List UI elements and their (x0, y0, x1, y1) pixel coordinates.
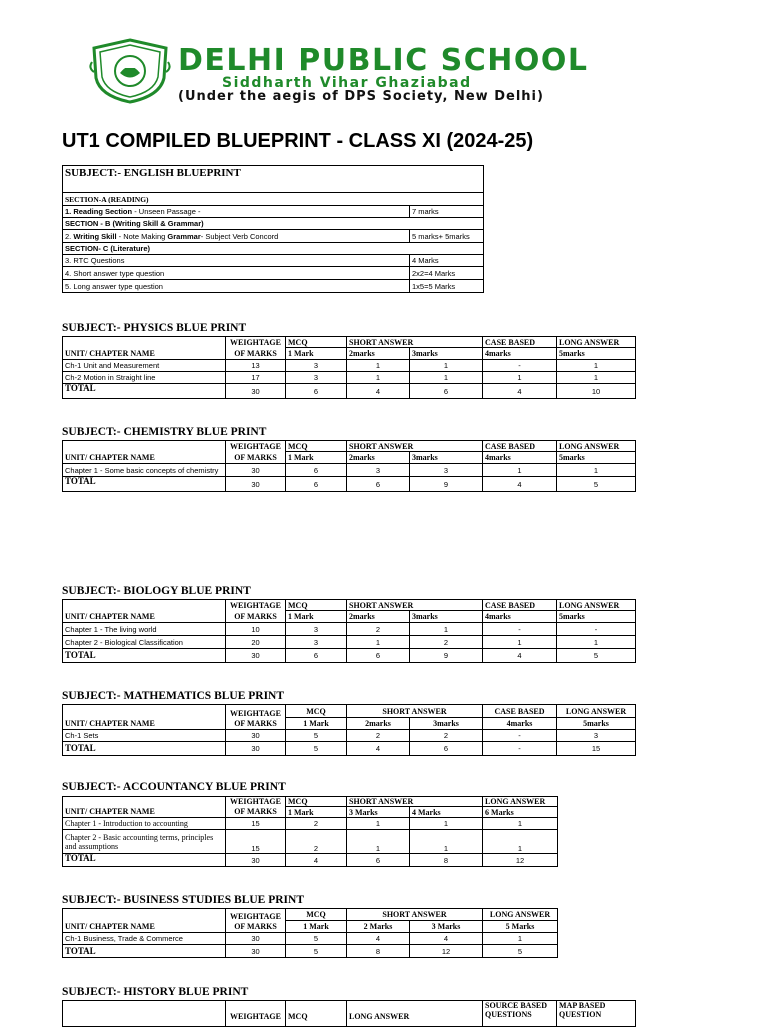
chemistry-heading: SUBJECT:- CHEMISTRY BLUE PRINT (62, 426, 267, 438)
table-row (63, 372, 636, 384)
unit-header: UNIT/ CHAPTER NAME (63, 348, 226, 360)
unit-header-top (63, 1001, 226, 1027)
grammar-desc: - Subject Verb Concord (200, 231, 279, 241)
total-mcq: 6 (286, 384, 347, 399)
total-weightage: 30 (226, 649, 286, 663)
total-mcq: 5 (286, 945, 347, 958)
total-short-3: 9 (410, 477, 483, 492)
history-blueprint-table (62, 1000, 636, 1027)
mcq-sub: 1 Mark (286, 452, 347, 464)
weightage-header: WEIGHTAGE (226, 337, 286, 348)
section-b-label: SECTION - B (Writing Skill & Grammar) (63, 218, 484, 230)
unit-header-top (63, 705, 226, 718)
unit-header: UNIT/ CHAPTER NAME (63, 921, 226, 933)
accountancy-heading: SUBJECT:- ACCOUNTANCY BLUE PRINT (62, 781, 286, 793)
chapter-name: Chapter 1 - Introduction to accounting (63, 818, 226, 830)
map-based-header (557, 1001, 636, 1027)
chapter-name: Chapter 1 - The living world (63, 623, 226, 636)
case-cell: 1 (483, 372, 557, 384)
page-title: UT1 COMPILED BLUEPRINT - CLASS XI (2024-25) (62, 130, 534, 152)
unit-header-top (63, 909, 226, 921)
short-sub-1: 2marks (347, 718, 410, 730)
case-sub: 4marks (483, 718, 557, 730)
total-weightage: 30 (226, 477, 286, 492)
accountancy-blueprint-table (62, 796, 558, 867)
total-weightage: 30 (226, 742, 286, 756)
long-sub: 5 Marks (483, 921, 558, 933)
short-sub-2: 3marks (410, 611, 483, 623)
writing-marks: 5 marks+ 5marks (410, 230, 484, 243)
total-row (63, 384, 636, 399)
rtc-row: 3. RTC Questions (63, 255, 410, 267)
school-location: Siddharth Vihar Ghaziabad (222, 75, 472, 91)
short-answer-header: SHORT ANSWER (347, 600, 483, 611)
table-row (63, 933, 558, 945)
total-mcq: 6 (286, 477, 347, 492)
mcq-cell: 2 (286, 830, 347, 854)
chapter-name: Ch-2 Motion in Straight line (63, 372, 226, 384)
long-cell: 3 (557, 730, 636, 742)
short-sub-2: 3marks (410, 348, 483, 360)
spacer-row (63, 182, 484, 193)
short-2-cell: 4 (347, 933, 410, 945)
weightage-header-2: OF MARKS (226, 807, 286, 818)
long-answer-header: LONG ANSWER (483, 909, 558, 921)
english-blueprint-table (62, 165, 484, 293)
short-answer-header: SHORT ANSWER (347, 337, 483, 348)
long-answer-header: LONG ANSWER (557, 441, 636, 452)
weightage-header: WEIGHTAGE (226, 441, 286, 452)
short-2-cell: 1 (347, 372, 410, 384)
reading-label: 1. Reading Section (65, 207, 133, 216)
total-short-3: 9 (410, 649, 483, 663)
total-weightage: 30 (226, 854, 286, 867)
weightage-header: WEIGHTAGE (226, 705, 286, 718)
long-sub: 5marks (557, 718, 636, 730)
reading-marks: 7 marks (410, 206, 484, 218)
section-a-label: SECTION-A (READING) (63, 193, 484, 206)
chapter-name: Chapter 1 - Some basic concepts of chemistry (63, 464, 226, 477)
short-sub-2: 3marks (410, 718, 483, 730)
table-row (63, 623, 636, 636)
long-answer-header: LONG ANSWER (557, 337, 636, 348)
case-cell: - (483, 623, 557, 636)
weightage-cell: 30 (226, 933, 286, 945)
total-label: TOTAL (63, 384, 226, 399)
physics-heading: SUBJECT:- PHYSICS BLUE PRINT (62, 322, 247, 334)
weightage-header: WEIGHTAGE (226, 909, 286, 921)
table-row (63, 818, 558, 830)
case-cell: 1 (483, 464, 557, 477)
source-based-line-1: SOURCE BASED (485, 1001, 548, 1010)
total-short-3: 6 (410, 742, 483, 756)
long-cell: 1 (557, 372, 636, 384)
weightage-cell: 20 (226, 636, 286, 649)
writing-num: 2. (65, 231, 74, 241)
weightage-cell: 13 (226, 360, 286, 372)
mcq-cell: 5 (286, 933, 347, 945)
short-sub-2: 4 Marks (410, 807, 483, 818)
mcq-header: MCQ (286, 441, 347, 452)
long-answer-header: LONG ANSWER (557, 705, 636, 718)
weightage-cell: 15 (226, 818, 286, 830)
case-sub: 4marks (483, 611, 557, 623)
short-sub-1: 2marks (347, 611, 410, 623)
long-answer-header: LONG ANSWER (347, 1001, 483, 1027)
total-row (63, 945, 558, 958)
short-2-cell: 2 (347, 623, 410, 636)
short-2-cell: 2 (347, 730, 410, 742)
long-sub: 5marks (557, 452, 636, 464)
case-sub: 4marks (483, 348, 557, 360)
long-cell: 1 (483, 830, 558, 854)
total-mcq: 6 (286, 649, 347, 663)
long-sub: 6 Marks (483, 807, 558, 818)
short-3-cell: 1 (347, 818, 410, 830)
short-answer-row: 4. Short answer type question (63, 267, 410, 280)
long-sub: 5marks (557, 348, 636, 360)
writing-label: Writing Skill (73, 231, 117, 241)
long-sub: 5marks (557, 611, 636, 623)
mcq-cell: 3 (286, 360, 347, 372)
total-short-2: 6 (347, 477, 410, 492)
short-3-cell: 1 (347, 830, 410, 854)
case-based-header: CASE BASED (483, 337, 557, 348)
source-based-line-2: QUESTIONS (485, 1010, 532, 1019)
short-answer-header: SHORT ANSWER (347, 797, 483, 807)
chapter-name-line-2: and assumptions (65, 841, 119, 851)
weightage-header-2: OF MARKS (226, 452, 286, 464)
total-case: - (483, 742, 557, 756)
weightage-header-2: OF MARKS (226, 921, 286, 933)
total-label: TOTAL (63, 649, 226, 663)
chapter-name: Ch-1 Unit and Measurement (63, 360, 226, 372)
short-answer-header: SHORT ANSWER (347, 441, 483, 452)
mathematics-blueprint-table (62, 704, 636, 756)
mcq-header: MCQ (286, 337, 347, 348)
mcq-cell: 2 (286, 818, 347, 830)
short-sub-1: 2marks (347, 452, 410, 464)
school-aegis: (Under the aegis of DPS Society, New Delhi) (178, 89, 544, 104)
short-4-cell: 1 (410, 818, 483, 830)
table-row (63, 464, 636, 477)
mathematics-heading: SUBJECT:- MATHEMATICS BLUE PRINT (62, 690, 285, 702)
mcq-sub: 1 Mark (286, 921, 347, 933)
total-short-3: 6 (410, 384, 483, 399)
unit-header-top (63, 441, 226, 452)
short-sub-1: 2marks (347, 348, 410, 360)
total-long: 15 (557, 742, 636, 756)
unit-header-top (63, 797, 226, 807)
long-cell: 1 (557, 636, 636, 649)
weightage-cell: 10 (226, 623, 286, 636)
long-cell: 1 (483, 818, 558, 830)
mcq-header: MCQ (286, 909, 347, 921)
total-long: 5 (557, 477, 636, 492)
unit-header: UNIT/ CHAPTER NAME (63, 611, 226, 623)
short-3-cell: 2 (410, 730, 483, 742)
english-heading: SUBJECT:- ENGLISH BLUEPRINT (63, 166, 484, 182)
short-2-cell: 1 (347, 636, 410, 649)
short-answer-header: SHORT ANSWER (347, 909, 483, 921)
total-short-3: 12 (410, 945, 483, 958)
mcq-header: MCQ (286, 797, 347, 807)
school-name: DELHI PUBLIC SCHOOL (178, 43, 589, 78)
weightage-header-2: OF MARKS (226, 611, 286, 623)
mcq-cell: 3 (286, 636, 347, 649)
total-label: TOTAL (63, 742, 226, 756)
mcq-cell: 3 (286, 623, 347, 636)
total-short-2: 4 (347, 742, 410, 756)
total-label: TOTAL (63, 477, 226, 492)
long-cell: - (557, 623, 636, 636)
map-based-line-2: QUESTION (559, 1010, 602, 1019)
weightage-header-2: OF MARKS (226, 348, 286, 360)
weightage-cell: 30 (226, 730, 286, 742)
unit-header: UNIT/ CHAPTER NAME (63, 718, 226, 730)
case-cell: - (483, 360, 557, 372)
writing-row (63, 230, 410, 243)
weightage-header: WEIGHTAGE (226, 797, 286, 807)
total-case: 4 (483, 477, 557, 492)
long-cell: 1 (483, 933, 558, 945)
table-row (63, 730, 636, 742)
short-sub-2: 3 Marks (410, 921, 483, 933)
mcq-cell: 5 (286, 730, 347, 742)
biology-heading: SUBJECT:- BIOLOGY BLUE PRINT (62, 585, 251, 597)
total-row (63, 477, 636, 492)
case-cell: - (483, 730, 557, 742)
total-weightage: 30 (226, 384, 286, 399)
mcq-cell: 6 (286, 464, 347, 477)
short-sub-1: 3 Marks (347, 807, 410, 818)
source-based-header (483, 1001, 557, 1027)
long-cell: 1 (557, 464, 636, 477)
unit-header-top (63, 337, 226, 348)
total-mcq: 4 (286, 854, 347, 867)
case-based-header: CASE BASED (483, 600, 557, 611)
unit-header-top (63, 600, 226, 611)
total-short-2: 6 (347, 649, 410, 663)
case-sub: 4marks (483, 452, 557, 464)
case-cell: 1 (483, 636, 557, 649)
chemistry-blueprint-table (62, 440, 636, 492)
unit-header: UNIT/ CHAPTER NAME (63, 807, 226, 818)
total-long: 10 (557, 384, 636, 399)
total-short-3: 6 (347, 854, 410, 867)
chapter-name: Ch-1 Business, Trade & Commerce (63, 933, 226, 945)
short-3-cell: 1 (410, 623, 483, 636)
long-answer-header: LONG ANSWER (483, 797, 558, 807)
short-3-cell: 1 (410, 360, 483, 372)
history-heading: SUBJECT:- HISTORY BLUE PRINT (62, 986, 249, 998)
total-label: TOTAL (63, 854, 226, 867)
weightage-header: WEIGHTAGE (226, 1001, 286, 1027)
total-weightage: 30 (226, 945, 286, 958)
total-label: TOTAL (63, 945, 226, 958)
case-based-header: CASE BASED (483, 705, 557, 718)
short-3-cell: 3 (410, 464, 483, 477)
mcq-sub: 1 Mark (286, 807, 347, 818)
grammar-label: Grammar (167, 231, 201, 241)
dps-logo-icon (88, 38, 172, 104)
section-c-label: SECTION- C (Literature) (63, 243, 484, 255)
short-3-cell: 1 (410, 372, 483, 384)
weightage-cell: 30 (226, 464, 286, 477)
writing-desc: - Note Making (116, 231, 168, 241)
total-case: 4 (483, 649, 557, 663)
physics-blueprint-table (62, 336, 636, 399)
mcq-sub: 1 Mark (286, 718, 347, 730)
long-answer-row: 5. Long answer type question (63, 280, 410, 293)
short-2-cell: 3 (347, 464, 410, 477)
short-4-cell: 1 (410, 830, 483, 854)
total-case: 4 (483, 384, 557, 399)
total-long: 5 (483, 945, 558, 958)
long-answer-marks: 1x5=5 Marks (410, 280, 484, 293)
total-mcq: 5 (286, 742, 347, 756)
mcq-header: MCQ (286, 705, 347, 718)
mcq-sub: 1 Mark (286, 611, 347, 623)
short-3-cell: 4 (410, 933, 483, 945)
weightage-cell: 15 (226, 830, 286, 854)
total-row (63, 742, 636, 756)
business-studies-heading: SUBJECT:- BUSINESS STUDIES BLUE PRINT (62, 894, 304, 906)
table-row (63, 636, 636, 649)
total-row (63, 854, 558, 867)
short-2-cell: 1 (347, 360, 410, 372)
mcq-header: MCQ (286, 1001, 347, 1027)
chapter-name: Chapter 2 - Biological Classification (63, 636, 226, 649)
mcq-cell: 3 (286, 372, 347, 384)
reading-desc: - Unseen Passage - (132, 207, 201, 216)
total-long: 5 (557, 649, 636, 663)
table-row (63, 830, 558, 854)
weightage-header: WEIGHTAGE (226, 600, 286, 611)
business-studies-blueprint-table (62, 908, 558, 958)
rtc-marks: 4 Marks (410, 255, 484, 267)
unit-header: UNIT/ CHAPTER NAME (63, 452, 226, 464)
case-based-header: CASE BASED (483, 441, 557, 452)
biology-blueprint-table (62, 599, 636, 663)
total-short-2: 8 (347, 945, 410, 958)
mcq-header: MCQ (286, 600, 347, 611)
chapter-name: Ch-1 Sets (63, 730, 226, 742)
total-short-2: 4 (347, 384, 410, 399)
map-based-line-1: MAP BASED (559, 1001, 606, 1010)
mcq-sub: 1 Mark (286, 348, 347, 360)
short-sub-2: 3marks (410, 452, 483, 464)
reading-row (63, 206, 410, 218)
weightage-header-2: OF MARKS (226, 718, 286, 730)
total-long: 12 (483, 854, 558, 867)
total-row (63, 649, 636, 663)
long-cell: 1 (557, 360, 636, 372)
short-sub-1: 2 Marks (347, 921, 410, 933)
short-3-cell: 2 (410, 636, 483, 649)
long-answer-header: LONG ANSWER (557, 600, 636, 611)
short-answer-marks: 2x2=4 Marks (410, 267, 484, 280)
table-row (63, 360, 636, 372)
total-short-4: 8 (410, 854, 483, 867)
weightage-cell: 17 (226, 372, 286, 384)
short-answer-header: SHORT ANSWER (347, 705, 483, 718)
chapter-name-line-1: Chapter 2 - Basic accounting terms, principles (65, 832, 214, 842)
chapter-name (63, 830, 226, 854)
